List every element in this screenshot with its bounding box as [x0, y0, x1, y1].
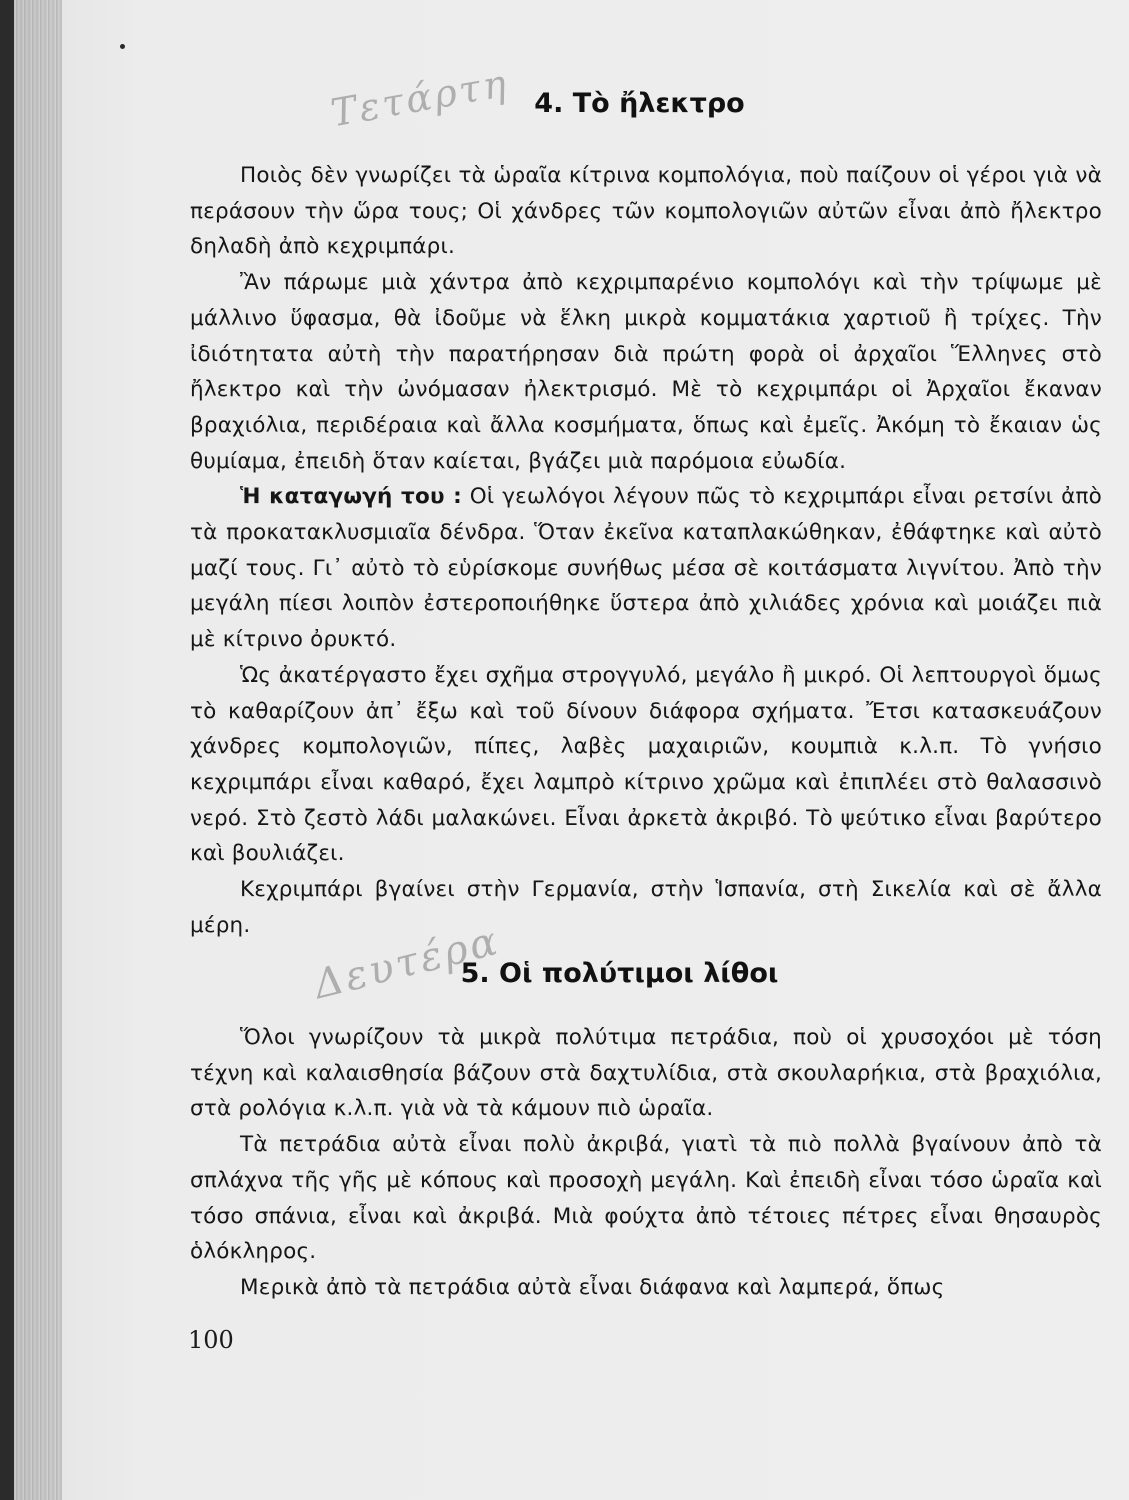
paragraph: Ἂν πάρωμε μιὰ χάντρα ἀπὸ κεχριμπαρένιο κομπολόγι καὶ τὴν τρίψωμε μὲ μάλλινο ὕφασμα, θὰ ἰδοῦμε νὰ ἕλκη μικρὰ κομματάκια χαρτιοῦ ἢ τρίχες. Τὴν ἰδιότητατα αὐτὴ τὴν παρατήρησαν διὰ πρώτη φορὰ οἱ ἀρχαῖοι Ἕλληνες στὸ ἤλεκτρο καὶ τὴν ὠνόμασαν ἠλεκτρισμό. Μὲ τὸ κεχριμπάρι οἱ Ἀρχαῖοι ἔκαναν βραχιόλια, περιδέραια καὶ ἄλλα κοσμήματα, ὅπως καὶ ἐμεῖς. Ἀκόμη τὸ ἔκαιαν ὡς θυμίαμα, ἐπειδὴ ὅταν καίεται, βγάζει μιὰ παρόμοια εὐωδία.	[190, 270, 1102, 474]
section-body-amber	[190, 158, 1102, 943]
origin-lead: Ἡ καταγωγή του :	[240, 484, 462, 510]
origin-text: Οἱ γεωλόγοι λέγουν πῶς τὸ κεχριμπάρι εἶναι ρετσίνι ἀπὸ τὰ προκατακλυσμιαῖα δένδρα. Ὅταν ἐκεῖνα καταπλακώθηκαν, ἐθάφτηκε καὶ αὐτὸ μαζί τους. Γι᾽ αὐτὸ τὸ εὑρίσκομε συνήθως μέσα σὲ κοιτάσματα λιγνίτου. Ἀπὸ τὴν μεγάλη πίεσι λοιπὸν ἐστεροποιήθηκε ὕστερα ἀπὸ χιλιάδες χρόνια καὶ μοιάζει πιὰ μὲ κίτρινο ὀρυκτό.	[190, 484, 1102, 653]
paragraph: Κεχριμπάρι βγαίνει στὴν Γερμανία, στὴν Ἱσπανία, στὴ Σικελία καὶ σὲ ἄλλα μέρη.	[190, 877, 1102, 938]
section-title-gems: 5. Οἱ πολύτιμοι λίθοι	[460, 958, 779, 989]
ink-dot	[120, 44, 125, 49]
paragraph: Ὡς ἀκατέργαστο ἔχει σχῆμα στρογγυλό, μεγάλο ἢ μικρό. Οἱ λεπτουργοὶ ὅμως τὸ καθαρίζουν ἀπ᾽ ἔξω καὶ τοῦ δίνουν διάφορα σχήματα. Ἔτσι κατασκευάζουν χάνδρες κομπολογιῶν, πίπες, λαβὲς μαχαιριῶν, κουμπιὰ κ.λ.π. Τὸ γνήσιο κεχριμπάρι εἶναι καθαρό, ἔχει λαμπρὸ κίτρινο χρῶμα καὶ ἐπιπλέει στὸ θαλασσινὸ νερό. Στὸ ζεστὸ λάδι μαλακώνει. Εἶναι ἀρκετὰ ἀκριβό. Τὸ ψεύτικο εἶναι βαρύτερο καὶ βουλιάζει.	[190, 662, 1102, 867]
paragraph: Μερικὰ ἀπὸ τὰ πετράδια αὐτὰ εἶναι διάφανα καὶ λαμπερά, ὅπως	[240, 1274, 945, 1300]
book-spine-shadow	[0, 0, 14, 1500]
page-number: 100	[188, 1326, 234, 1354]
paragraph: Ποιὸς δὲν γνωρίζει τὰ ὡραῖα κίτρινα κομπολόγια, ποὺ παίζουν οἱ γέροι γιὰ νὰ περάσουν τὴν ὥρα τους; Οἱ χάνδρες τῶν κομπολογιῶν αὐτῶν εἶναι ἀπὸ ἤλεκτρο δηλαδὴ ἀπὸ κεχριμπάρι.	[190, 163, 1102, 260]
section-title-amber: 4. Τὸ ἤλεκτρο	[534, 88, 745, 119]
section-body-gems	[190, 1020, 1102, 1306]
paragraph-origin	[190, 479, 1102, 658]
paragraph: Ὅλοι γνωρίζουν τὰ μικρὰ πολύτιμα πετράδια, ποὺ οἱ χρυσοχόοι μὲ τόση τέχνη καὶ καλαισθησία βάζουν στὰ δαχτυλίδια, στὰ σκουλαρήκια, στὰ βραχιόλια, στὰ ρολόγια κ.λ.π. γιὰ νὰ τὰ κάμουν πιὸ ὡραῖα.	[190, 1025, 1102, 1122]
paragraph: Τὰ πετράδια αὐτὰ εἶναι πολὺ ἀκριβά, γιατὶ τὰ πιὸ πολλὰ βγαίνουν ἀπὸ τὰ σπλάχνα τῆς γῆς μὲ κόπους καὶ προσοχὴ μεγάλη. Καὶ ἐπειδὴ εἶναι τόσο ὡραῖα καὶ τόσο σπάνια, εἶναι καὶ ἀκριβά. Μιὰ φούχτα ἀπὸ τέτοιες πέτρες εἶναι θησαυρὸς ὁλόκληρος.	[190, 1132, 1102, 1265]
handwritten-note-top: Τετάρτη	[327, 60, 513, 136]
handwritten-note-middle: Δευτέρα	[309, 917, 505, 1009]
